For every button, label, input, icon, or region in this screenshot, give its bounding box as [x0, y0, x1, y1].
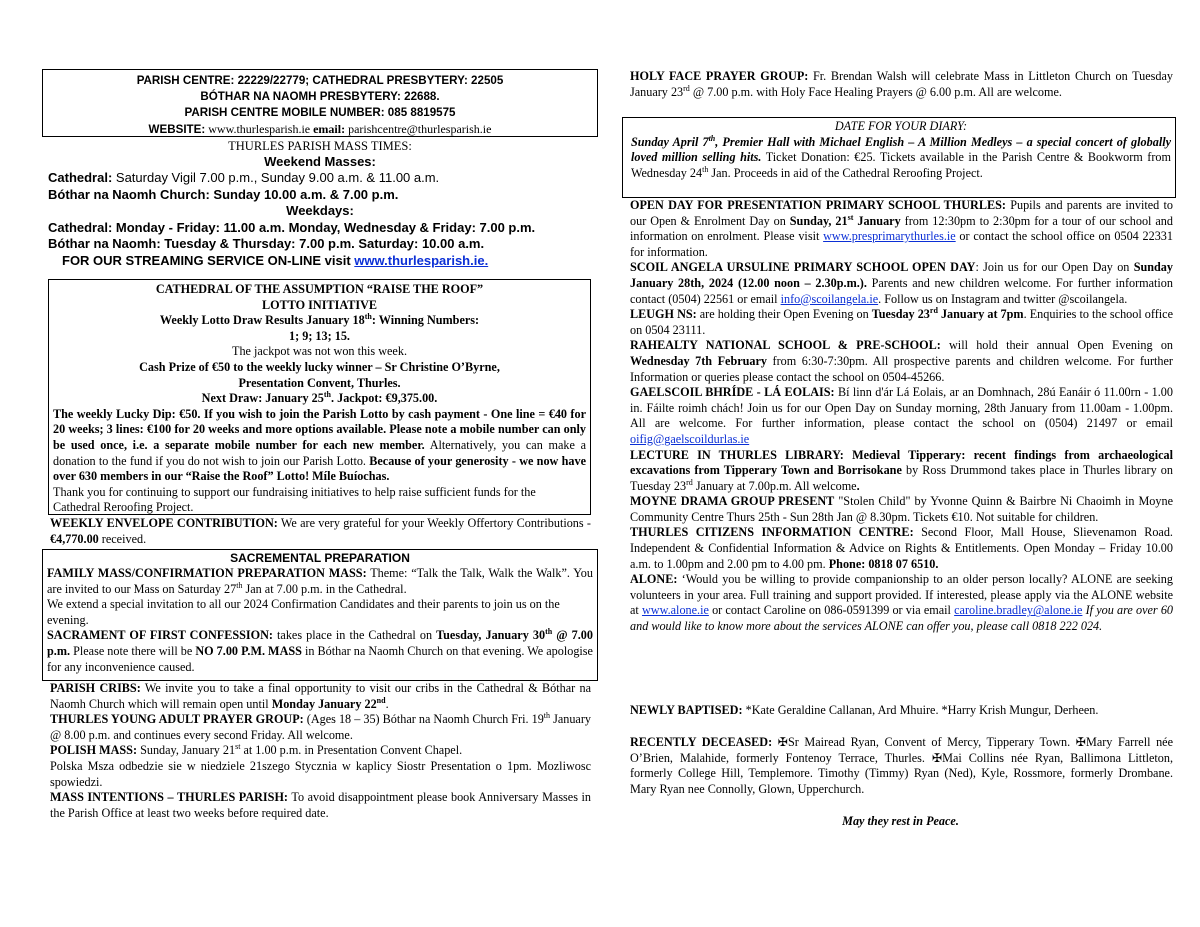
open-day-presentation: [630, 198, 1173, 260]
lucky-dip-normal: Alternatively, you can make a donation to the fund if you do not wish to join our Parish Lotto.: [53, 437, 586, 468]
cribs-head: PARISH CRIBS:: [50, 681, 141, 695]
right-notices: [630, 198, 1173, 635]
lotto-box: [48, 279, 591, 515]
envelope-tail: received.: [98, 531, 147, 546]
open-day-date: Sunday, 21: [789, 213, 848, 228]
diary-sup: th: [702, 164, 709, 174]
lecture-sup: rd: [686, 477, 693, 487]
alone-italic: If you are over 60 and would like to know more about the services ALONE can offer you, please call 0818 222 024.: [630, 603, 1174, 634]
rahealty-text: will hold their annual Open Evening on: [940, 338, 1174, 353]
weekend-cathedral: [42, 170, 598, 187]
diary-text: [631, 135, 1171, 182]
prize-line-1: Cash Prize of €50 to the weekly lucky winner – Sr Christine O’Byrne,: [139, 359, 500, 374]
diary-tickets: Ticket Donation: €25. Tickets available in the Parish Centre & Bookworm from Wednesday 24: [631, 150, 1171, 180]
lotto-numbers: 1; 9; 13; 15.: [289, 328, 350, 343]
young-adult-group: [50, 712, 591, 743]
weekday-bothar: Bóthar na Naomh: Tuesday & Thursday: 7.00 p.m. Saturday: 10.00 a.m.: [48, 236, 485, 251]
email-text[interactable]: parishcentre@thurlesparish.ie: [348, 122, 492, 136]
weekday-cathedral: Cathedral: Monday - Friday: 11.00 a.m. Monday, Wednesday & Friday: 7.00 p.m.: [48, 219, 536, 235]
lotto-results-sup: th: [364, 312, 372, 322]
gaelscoil-bhride: [630, 385, 1173, 447]
sacramental-title: SACREMENTAL PREPARATION: [230, 551, 410, 565]
intentions-head: MASS INTENTIONS – THURLES PARISH:: [50, 790, 288, 805]
polish-language-text: Polska Msza odbedzie sie w niedziele 21szego Stycznia w kaplicy Siostr Presentation o 1pm. Mozliwosc spowiedzi.: [50, 758, 591, 789]
jackpot-note: The jackpot was not won this week.: [232, 344, 407, 359]
moyne-head: MOYNE DRAMA GROUP PRESENT: [630, 494, 835, 509]
young-adult-sup: th: [543, 711, 551, 721]
weekday-head: Weekdays:: [286, 203, 354, 218]
deceased-3: Mai Collins née Ryan, Ballimona Littleton, formerly College Hill, Templemore. Timothy (Timmy) Ryan (Ned), Kyle, Rossmore, formerly Drombane. Mary Ryan nee Connolly, Glown, Upperchurch.: [630, 750, 1173, 796]
open-day-month: January: [853, 213, 901, 228]
confession-date: Tuesday, January 30: [436, 628, 546, 643]
website-text[interactable]: www.thurlesparish.ie: [208, 122, 311, 136]
family-mass-text: Theme: “Talk the Talk, Walk the Walk”. You are invited to our Mass on Saturday 27: [47, 566, 593, 596]
next-draw: [53, 391, 586, 407]
gaelscoil-head: GAELSCOIL BHRÍDE - LÁ EOLAIS:: [630, 385, 835, 400]
open-day-sup: st: [847, 212, 854, 222]
contact-line-1: PARISH CENTRE: 22229/22779; CATHEDRAL PRESBYTERY: 22505: [136, 74, 504, 87]
citizens-info: [630, 525, 1173, 572]
envelope-text: We are very grateful for your Weekly Offertory Contributions -: [277, 516, 591, 530]
recently-deceased: [630, 735, 1173, 797]
contact-line-3: PARISH CENTRE MOBILE NUMBER: 085 8819575: [184, 106, 456, 119]
sacramental-box: [42, 549, 598, 681]
cross-icon: ✠: [777, 735, 788, 749]
cross-icon: ✠: [1075, 735, 1086, 749]
mass-times: [42, 139, 598, 269]
confession-head: SACRAMENT OF FIRST CONFESSION:: [47, 628, 273, 643]
diary-title: DATE FOR YOUR DIARY:: [834, 119, 968, 133]
leugh-head: LEUGH NS:: [630, 307, 697, 322]
scoil-text-2: Parents and new children welcome. For further information contact (0504) 22561 or email: [630, 275, 1173, 306]
diary-event-tail: , Premier Hall with Michael English – A Million Medleys – a special concert of globally loved million selling hits.: [631, 134, 1172, 165]
citizens-head: THURLES CITIZENS INFORMATION CENTRE:: [630, 525, 914, 540]
lotto-title-1: CATHEDRAL OF THE ASSUMPTION “RAISE THE ROOF”: [155, 282, 484, 296]
polish-tail: at 1.00 p.m. in Presentation Convent Chapel.: [240, 743, 463, 758]
open-day-link[interactable]: www.presprimarythurles.ie: [823, 229, 956, 244]
diary-box: [622, 117, 1176, 198]
alone-email-link[interactable]: caroline.bradley@alone.ie: [954, 603, 1083, 618]
family-mass: [47, 566, 593, 597]
confession-sup: th: [545, 627, 553, 637]
lotto-thanks: Thank you for continuing to support our fundraising initiatives to help raise sufficient funds for the Cathedral Reroofing Project.: [53, 484, 536, 515]
weekend-cathedral-text: Saturday Vigil 7.00 p.m., Sunday 9.00 a.m. & 11.00 a.m.: [112, 170, 440, 185]
no-mass-notice: NO 7.00 P.M. MASS: [195, 643, 302, 658]
alone-website-link[interactable]: www.alone.ie: [641, 603, 709, 618]
holy-face-tail: @ 7.00 p.m. with Holy Face Healing Prayers @ 6.00 p.m. All are welcome.: [689, 84, 1062, 99]
confession-text-2: Please note there will be: [70, 643, 196, 658]
family-mass-sup: th: [236, 580, 243, 590]
confession-text-3: in Bóthar na Naomh Church on that evening. We apologise for any inconvenience caused.: [47, 643, 593, 674]
lecture-tail: January at 7.00p.m. All welcome: [692, 478, 857, 493]
scoil-date: Sunday January 28th, 2024 (12.00 noon – 2.30p.m.).: [630, 260, 1173, 290]
baptised-head: NEWLY BAPTISED:: [630, 703, 743, 717]
diary-event-sup: th: [708, 133, 716, 143]
alone-text: ‘Would you be willing to provide companionship to an older person locally? ALONE are seeking volunteers in your area. Full training and support provided. If interested, please apply via the ALONE website at: [630, 572, 1173, 618]
citizens-text: Second Floor, Mall House, Slievenamon Road. Independent & Confidential Information & Advice on Rights & Entitlements. Open Monday – Friday 10.00 a.m. to 1.00pm and 2.00 pm to 4.00 pm.: [630, 525, 1173, 571]
lecture-title: Medieval Tipperary: recent findings from archaeological excavations from Tipperary Town and Borrisokane: [630, 447, 1173, 478]
polish-sup: st: [235, 742, 241, 752]
holy-face-text: Fr. Brendan Walsh will celebrate Mass in Littleton Church on Tuesday January 23: [630, 69, 1173, 99]
polish-head: POLISH MASS:: [50, 743, 138, 758]
email-label: email:: [313, 122, 346, 136]
moyne-text: "Stolen Child" by Yvonne Quinn & Bairbre Ni Chaoimh in Moyne Community Centre Thurs 25th - Sun 28th Jan @ 8.30pm. Tickets €10. Not suitable for children.: [630, 494, 1173, 524]
family-mass-tail: Jan at 7.00 p.m. in the Cathedral.: [242, 581, 407, 596]
first-confession: [47, 628, 593, 675]
envelope-head: WEEKLY ENVELOPE CONTRIBUTION:: [50, 516, 278, 530]
rahealty-tail: from 6:30-7:30pm. All prospective parents and children welcome. For further Information or queries please contact the school on 0504-45266.: [630, 353, 1173, 384]
scoil-head: SCOIL ANGELA URSULINE PRIMARY SCHOOL OPEN DAY: [630, 260, 976, 275]
streaming-text: FOR OUR STREAMING SERVICE ON-LINE visit: [62, 252, 355, 268]
deceased-1: Sr Mairead Ryan, Convent of Mercy, Tipperary Town.: [787, 735, 1076, 749]
alone-text-2: or contact Caroline on 086-0591399 or via email: [708, 603, 955, 618]
alone-head: ALONE:: [630, 572, 678, 587]
deceased-2: Mary Farrell née O’Brien, Malahide, formerly Fontenoy Terrace, Thurles.: [630, 735, 1173, 765]
streaming-line: [42, 253, 598, 270]
young-adult-tail: January @ 8.00 p.m. and continues every second Friday. All welcome.: [50, 712, 591, 742]
diary-event: Sunday April 7: [631, 134, 709, 149]
diary-tail: Jan. Proceeds in aid of the Cathedral Reroofing Project.: [708, 165, 983, 180]
cross-icon: ✠: [931, 750, 943, 765]
deceased-head: RECENTLY DECEASED:: [630, 735, 773, 749]
mass-intentions: [50, 790, 591, 821]
envelope-amount: €4,770.00: [50, 531, 99, 546]
lecture-period: .: [856, 478, 860, 493]
confirmation-invite: We extend a special invitation to all our 2024 Confirmation Candidates and their parents to join us on the evening.: [47, 597, 560, 627]
rahealty-date: Wednesday 7th February: [630, 353, 768, 368]
young-adult-text: (Ages 18 – 35) Bóthar na Naomh Church Fri. 19: [303, 712, 544, 727]
lucky-dip: [53, 407, 586, 485]
weekend-cathedral-label: Cathedral:: [48, 170, 113, 185]
intentions-text: To avoid disappointment please book Anniversary Masses in the Parish Office at least two weeks before required date.: [50, 790, 592, 820]
weekend-bothar: Bóthar na Naomh Church: Sunday 10.00 a.m. & 7.00 p.m.: [48, 186, 399, 202]
next-draw-text: Next Draw: January 25: [201, 391, 324, 406]
scoil-text: : Join us for our Open Day on: [975, 260, 1134, 275]
parish-cribs: [50, 681, 591, 712]
library-lecture: [630, 448, 1173, 495]
rahealty-head: RAHEALTY NATIONAL SCHOOL & PRE-SCHOOL:: [630, 338, 941, 353]
lecture-text: by Ross Drummond takes place in Thurles library on Tuesday 23: [630, 463, 1173, 493]
open-day-head: OPEN DAY FOR PRESENTATION PRIMARY SCHOOL THURLES:: [630, 198, 1006, 212]
gaelscoil-text: Bí linn d'ár Lá Eolais, ar an Domhnach, 28ú Eanáir ó 11.00rn - 1.00 in. Fáilte roimh chách! Join us for our Open Day on Sunday morning, 28th January from 11.00am - 1.00pm. All are welcome. For further information, please contact the school on (0504) 21497 or email: [630, 385, 1173, 431]
leugh-sup: rd: [929, 306, 938, 316]
mass-times-title: THURLES PARISH MASS TIMES:: [228, 139, 412, 153]
cribs-date: Monday January 22: [271, 696, 377, 711]
lotto-title-2: LOTTO INITIATIVE: [261, 297, 378, 312]
newly-baptised: [630, 703, 1173, 719]
leugh-tail: . Enquiries to the school office on 0504 23111.: [630, 307, 1174, 337]
alone-notice: [630, 572, 1173, 634]
lucky-dip-bold: The weekly Lucky Dip: €50. If you wish to join the Parish Lotto by cash payment - One line = €40 for 20 weeks; 3 lines: €100 for 20 weeks and more options available. Please note a mobile number can only be used once, i.e. a separate mobile number for each new member.: [53, 406, 586, 452]
rahealty-ns: [630, 338, 1173, 385]
holy-face-head: HOLY FACE PRAYER GROUP:: [630, 69, 809, 83]
cribs-sup: nd: [376, 695, 386, 705]
confession-time: @ 7.00 p.m.: [47, 628, 593, 658]
streaming-link[interactable]: www.thurlesparish.ie.: [354, 252, 489, 268]
website-label: WEBSITE:: [148, 123, 206, 136]
weekend-head: Weekend Masses:: [264, 154, 376, 169]
gaelscoil-email-link[interactable]: oifig@gaelscoildurlas.ie: [630, 431, 750, 446]
next-draw-tail: . Jackpot: €9,375.00.: [331, 391, 438, 406]
leugh-date: Tuesday 23: [871, 307, 930, 322]
rest-in-peace: May they rest in Peace.: [842, 814, 959, 828]
contacts-box: [42, 69, 598, 137]
website-line: [43, 121, 597, 138]
polish-text: Sunday, January 21: [137, 743, 236, 758]
scoil-text-3: . Follow us on Instagram and twitter @scoilangela.: [878, 291, 1128, 306]
left-lower-notices: [50, 681, 591, 821]
leugh-time: January at 7pm: [937, 307, 1024, 322]
holy-face-group: [630, 69, 1173, 100]
young-adult-head: THURLES YOUNG ADULT PRAYER GROUP:: [50, 712, 304, 727]
citizens-phone: Phone: 0818 07 6510.: [828, 556, 939, 571]
family-mass-head: FAMILY MASS/CONFIRMATION PREPARATION MASS:: [47, 566, 367, 580]
lotto-results-tail: : Winning Numbers:: [371, 313, 480, 328]
lotto-results: [53, 313, 586, 329]
open-day-text-2: from 12:30pm to 2:30pm for a tour of our school and information on enrolment. Please visit: [630, 213, 1173, 244]
polish-mass: [50, 743, 591, 759]
prize-line-2: Presentation Convent, Thurles.: [238, 375, 401, 390]
open-day-text-3: or contact the school office on 0504 22331 for information.: [630, 229, 1173, 259]
cribs-text: We invite you to take a final opportunity to visit our cribs in the Cathedral & Bóthar na Naomh Church which will remain open until: [50, 681, 591, 711]
lecture-head: LECTURE IN THURLES LIBRARY:: [630, 447, 844, 462]
open-day-text: Pupils and parents are invited to our Open & Enrolment Day on: [630, 198, 1174, 228]
lucky-dip-bold-2: Because of your generosity - we now have over 630 members in our “Raise the Roof” Lotto! Míle Buíochas.: [53, 453, 586, 484]
lotto-results-text: Weekly Lotto Draw Results January 18: [159, 313, 365, 328]
holy-face-sup: rd: [683, 83, 690, 93]
moyne-drama: [630, 494, 1173, 525]
confession-text: takes place in the Cathedral on: [272, 628, 437, 643]
scoil-angela: [630, 260, 1173, 307]
scoil-email-link[interactable]: info@scoilangela.ie: [780, 291, 879, 306]
envelope-section: [50, 516, 591, 547]
leugh-ns: [630, 307, 1173, 338]
baptised-text: *Kate Geraldine Callanan, Ard Mhuire. *Harry Krish Mungur, Derheen.: [742, 703, 1099, 717]
cribs-tail: .: [385, 696, 389, 711]
next-draw-sup: th: [323, 390, 331, 400]
leugh-text: are holding their Open Evening on: [696, 307, 872, 322]
contact-line-2: BÓTHAR NA NAOMH PRESBYTERY: 22688.: [200, 90, 440, 103]
